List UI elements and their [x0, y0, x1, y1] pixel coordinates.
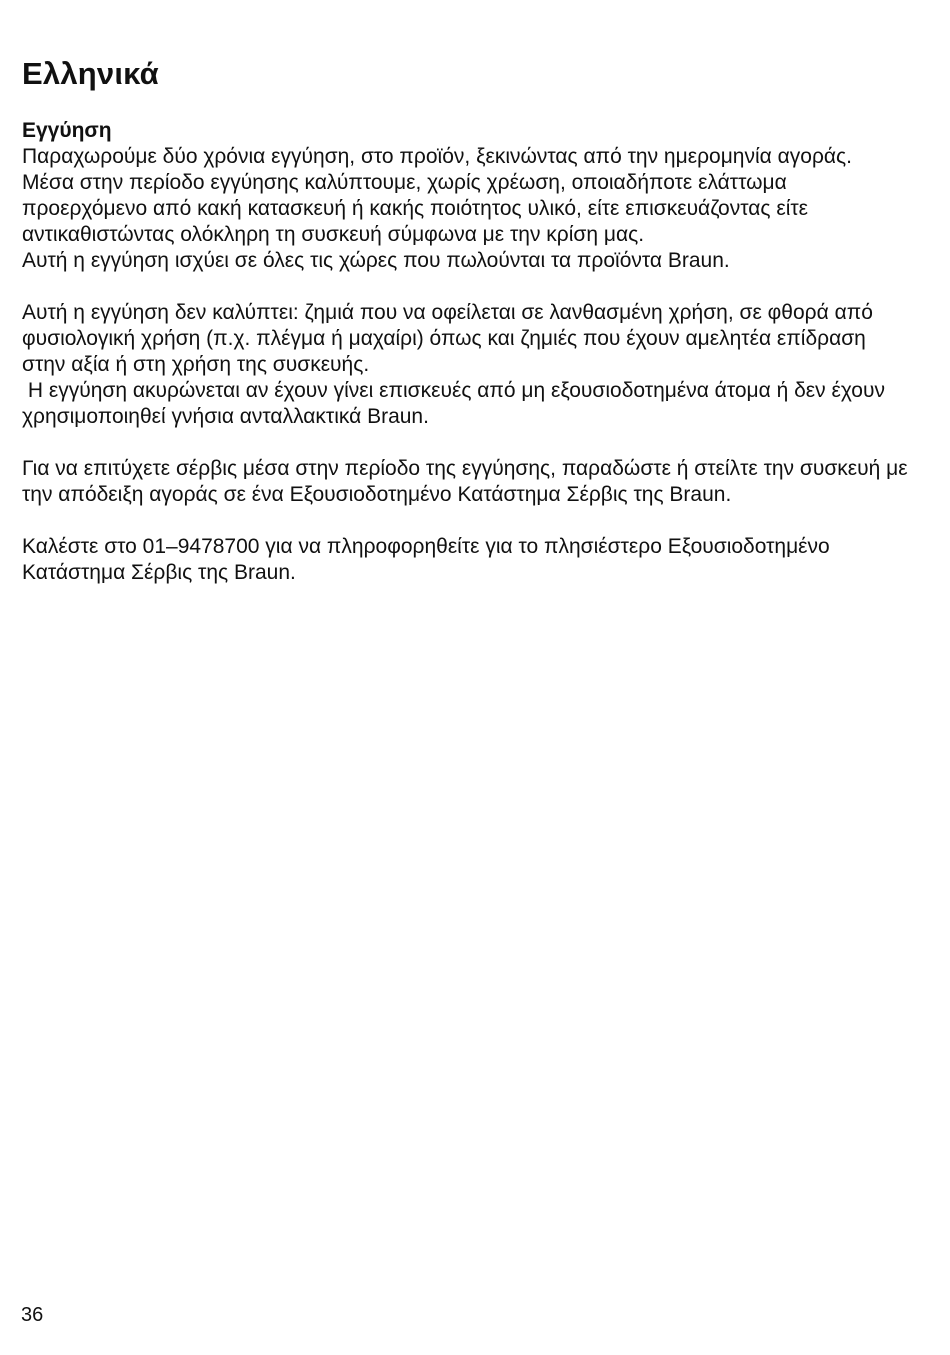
paragraph-warranty-coverage: Μέσα στην περίοδο εγγύησης καλύπτουμε, χωρίς χρέωση, οποιαδήποτε ελάττωμα προερχόμενο από κακή κατασκευή ή κακής ποιότητος υλικό, είτε επισκευάζοντας είτε αντικαθιστώντας ολόκληρη τη συσκευή σύμφωνα με την κρίση μας. — [22, 171, 809, 246]
paragraph-warranty-void: Η εγγύηση ακυρώνεται αν έχουν γίνει επισκευές από μη εξουσιοδοτημένα άτομα ή δεν έχουν χρησιμοποιηθεί γνήσια ανταλλακτικά Braun. — [22, 379, 891, 428]
page-number: 36 — [21, 1304, 44, 1326]
paragraph-warranty-countries: Αυτή η εγγύηση ισχύει σε όλες τις χώρες που πωλούνται τα προϊόντα Braun. — [22, 249, 730, 272]
warranty-section — [22, 118, 912, 586]
paragraph-spacer — [22, 508, 912, 534]
paragraph-warranty-period: Παραχωρούμε δύο χρόνια εγγύηση, στο προϊόν, ξεκινώντας από την ημερομηνία αγοράς. — [22, 145, 852, 168]
paragraph-spacer — [22, 274, 912, 300]
paragraph-spacer — [22, 430, 912, 456]
page-title: Ελληνικά — [22, 56, 159, 91]
paragraph-warranty-exclusions: Αυτή η εγγύηση δεν καλύπτει: ζημιά που να οφείλεται σε λανθασμένη χρήση, σε φθορά από φυσιολογική χρήση (π.χ. πλέγμα ή μαχαίρι) όπως και ζημιές που έχουν αμελητέα επίδραση στην αξία ή στη χρήση της συσκευής. — [22, 301, 873, 376]
paragraph-service-phone: Καλέστε στο 01–9478700 για να πληροφορηθείτε για το πλησιέστερο Εξουσιοδοτημένο Κατάστημα Σέρβις της Braun. — [22, 535, 830, 584]
paragraph-service-instructions: Για να επιτύχετε σέρβις μέσα στην περίοδο της εγγύησης, παραδώστε ή στείλτε την συσκευή με την απόδειξη αγοράς σε ένα Εξουσιοδοτημένο Κατάστημα Σέρβις της Braun. — [22, 457, 908, 506]
section-heading: Εγγύηση — [22, 119, 112, 142]
